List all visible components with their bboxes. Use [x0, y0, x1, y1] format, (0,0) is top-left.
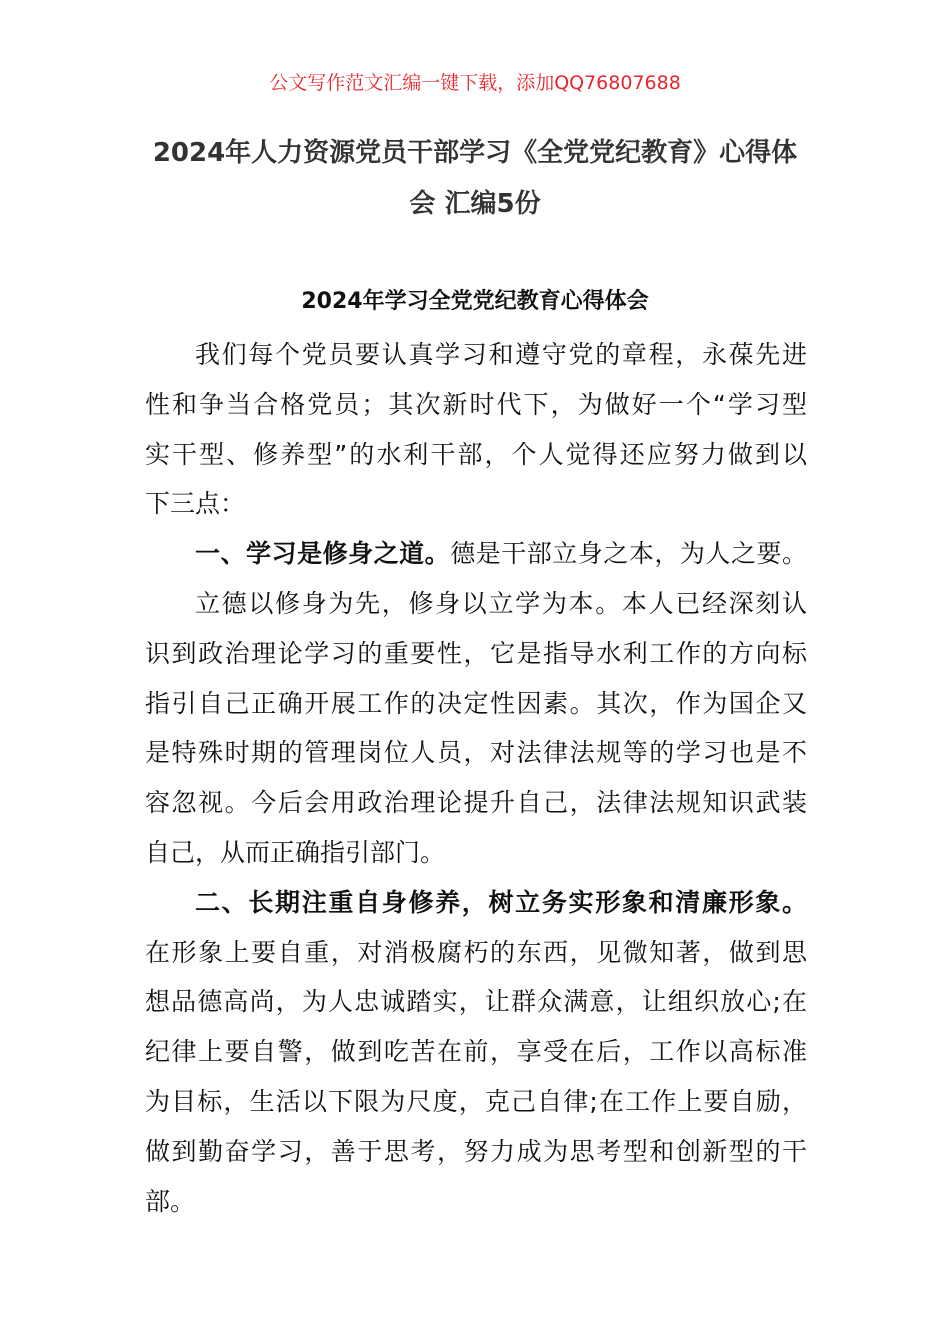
paragraph-line: 做到勤奋学习，善于思考，努力成为思考型和创新型的干	[145, 1136, 807, 1166]
paragraph-line: 性和争当合格党员；其次新时代下，为做好一个“学习型	[145, 389, 807, 419]
paragraph-line: 立德以修身为先，修身以立学为本。本人已经深刻认	[195, 588, 807, 618]
paragraph-line: 下三点：	[145, 489, 246, 519]
paragraph-line: 在形象上要自重，对消极腐朽的东西，见微知著，做到思	[145, 937, 807, 967]
paragraph-line: 我们每个党员要认真学习和遵守党的章程，永葆先进	[195, 340, 807, 369]
paragraph-line: 自己，从而正确指引部门。	[145, 837, 446, 867]
paragraph-line: 容忽视。今后会用政治理论提升自己，法律法规知识武装	[145, 788, 807, 818]
section2-heading: 二、长期注重自身修养，树立务实形象和清廉形象。	[195, 887, 807, 917]
section1-line	[145, 529, 807, 579]
paragraph-line: 指引自己正确开展工作的决定性因素。其次，作为国企又	[145, 688, 807, 718]
section1-heading: 一、学习是修身之道。	[195, 539, 451, 569]
paragraph-line: 实干型、修养型”的水利干部，个人觉得还应努力做到以	[145, 439, 807, 469]
paragraph-line: 识到政治理论学习的重要性，它是指导水利工作的方向标	[145, 638, 807, 668]
section2-line	[145, 878, 807, 928]
document-title-line2: 会 汇编5份	[409, 189, 541, 219]
document-title-line1: 2024年人力资源党员干部学习《全党党纪教育》心得体	[152, 138, 798, 168]
document-body	[145, 330, 807, 1226]
paragraph-line: 为目标，生活以下限为尺度，克己自律;在工作上要自励，	[145, 1086, 807, 1116]
watermark-banner: 公文写作范文汇编一键下载，添加QQ76807688	[269, 72, 681, 94]
paragraph-line: 部。	[145, 1186, 196, 1216]
paragraph-line: 想品德高尚，为人忠诚踏实，让群众满意，让组织放心;在	[145, 987, 807, 1017]
section-subtitle: 2024年学习全党党纪教育心得体会	[301, 289, 649, 314]
paragraph-line: 纪律上要自警，做到吃苦在前，享受在后，工作以高标准	[145, 1037, 807, 1067]
paragraph-line: 是特殊时期的管理岗位人员，对法律法规等的学习也是不	[145, 738, 807, 768]
section1-text: 德是干部立身之本，为人之要。	[450, 539, 807, 569]
